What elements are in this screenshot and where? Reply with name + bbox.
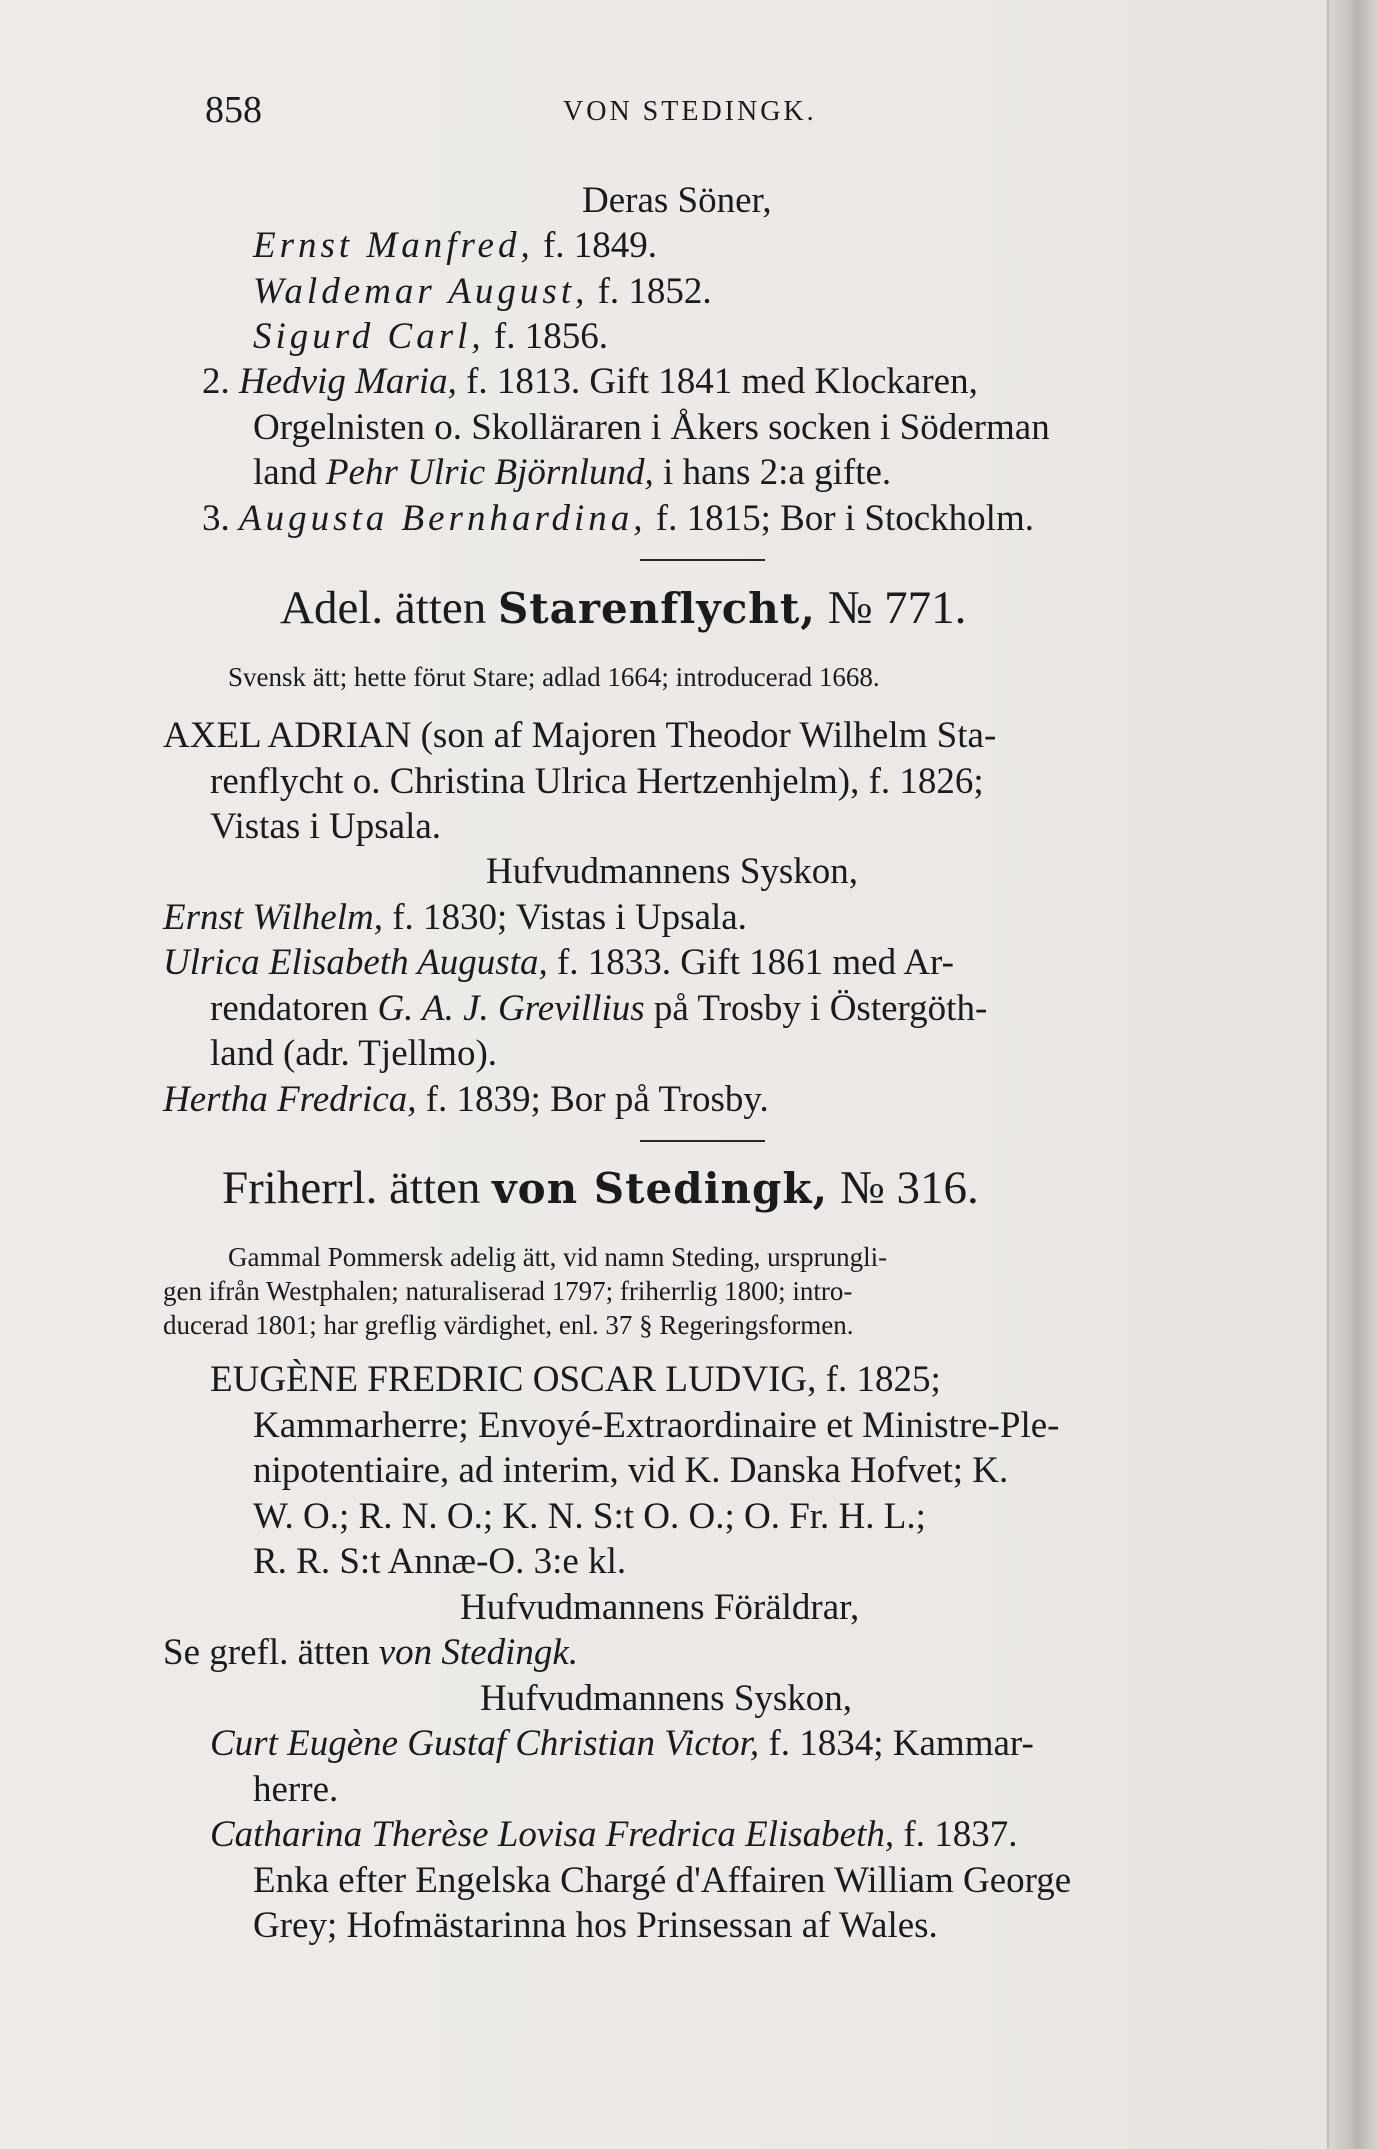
line-nipotentiaire: nipotentiaire, ad interim, vid K. Danska Hofvet; K. [253,1450,1009,1491]
line-ernst-manfred: Ernst Manfred, f. 1849. [253,225,658,266]
line-se-grefl: Se grefl. ätten von Stedingk. [163,1632,579,1673]
line-land-pehr: land Pehr Ulric Björnlund, i hans 2:a gifte. [253,452,892,493]
intro-starenflycht: Svensk ätt; hette förut Stare; adlad 1664; introducerad 1668. [228,662,880,692]
line-waldemar-august: Waldemar August, f. 1852. [253,271,712,312]
intro-stedingk-2: gen ifrån Westphalen; naturaliserad 1797; friherrlig 1800; intro- [163,1276,853,1306]
line-ernst-wilhelm: Ernst Wilhelm, f. 1830; Vistas i Upsala. [163,897,747,938]
section-divider [640,559,765,561]
page-number: 858 [205,89,262,131]
running-head: VON STEDINGK. [563,96,817,127]
line-enka: Enka efter Engelska Chargé d'Affairen William George [253,1860,1072,1901]
heading-von-stedingk: Friherrl. ätten von Stedingk, № 316. [222,1162,979,1214]
subheading-syskon: Hufvudmannens Syskon, [486,851,859,892]
line-annae: R. R. S:t Annæ-O. 3:e kl. [253,1541,627,1582]
line-grey: Grey; Hofmästarinna hos Prinsessan af Wales. [253,1905,938,1946]
subheading-foraldrar: Hufvudmannens Föräldrar, [460,1587,860,1628]
line-rendatoren: rendatoren G. A. J. Grevillius på Trosby i Östergöth- [210,988,988,1029]
line-renflycht: renflycht o. Christina Ulrica Hertzenhjelm), f. 1826; [210,761,984,802]
intro-stedingk-1: Gammal Pommersk adelig ätt, vid namn Steding, ursprungli- [228,1242,888,1272]
line-land-adr: land (adr. Tjellmo). [210,1033,498,1074]
line-hedvig-maria: 2. Hedvig Maria, f. 1813. Gift 1841 med Klockaren, [202,361,978,402]
line-deras-soner: Deras Söner, [582,180,772,221]
section-divider [640,1140,765,1142]
line-orders: W. O.; R. N. O.; K. N. S:t O. O.; O. Fr. H. L.; [253,1496,926,1537]
line-herre: herre. [253,1769,339,1810]
page-edge [1327,0,1377,2149]
heading-starenflycht: Adel. ätten Starenflycht, № 771. [280,582,967,634]
line-ulrica-elisabeth: Ulrica Elisabeth Augusta, f. 1833. Gift 1861 med Ar- [163,942,954,983]
line-catharina: Catharina Therèse Lovisa Fredrica Elisabeth, f. 1837. [210,1814,1018,1855]
line-eugene: EUGÈNE FREDRIC OSCAR LUDVIG, f. 1825; [210,1359,941,1400]
line-curt-eugene: Curt Eugène Gustaf Christian Victor, f. 1834; Kammar- [210,1723,1034,1764]
line-augusta-bernhardina: 3. Augusta Bernhardina, f. 1815; Bor i Stockholm. [202,498,1034,539]
intro-stedingk-3: ducerad 1801; har greflig värdighet, enl. 37 § Regeringsformen. [163,1310,854,1340]
subheading-syskon: Hufvudmannens Syskon, [480,1678,853,1719]
line-hertha-fredrica: Hertha Fredrica, f. 1839; Bor på Trosby. [163,1079,769,1120]
line-axel-adrian: AXEL ADRIAN (son af Majoren Theodor Wilhelm Sta- [163,715,997,756]
line-orgelnisten: Orgelnisten o. Skolläraren i Åkers socken i Söderman [253,407,1050,448]
line-kammarherre: Kammarherre; Envoyé-Extraordinaire et Ministre-Ple- [253,1405,1060,1446]
line-vistas-upsala: Vistas i Upsala. [210,806,442,847]
line-sigurd-carl: Sigurd Carl, f. 1856. [253,316,608,357]
